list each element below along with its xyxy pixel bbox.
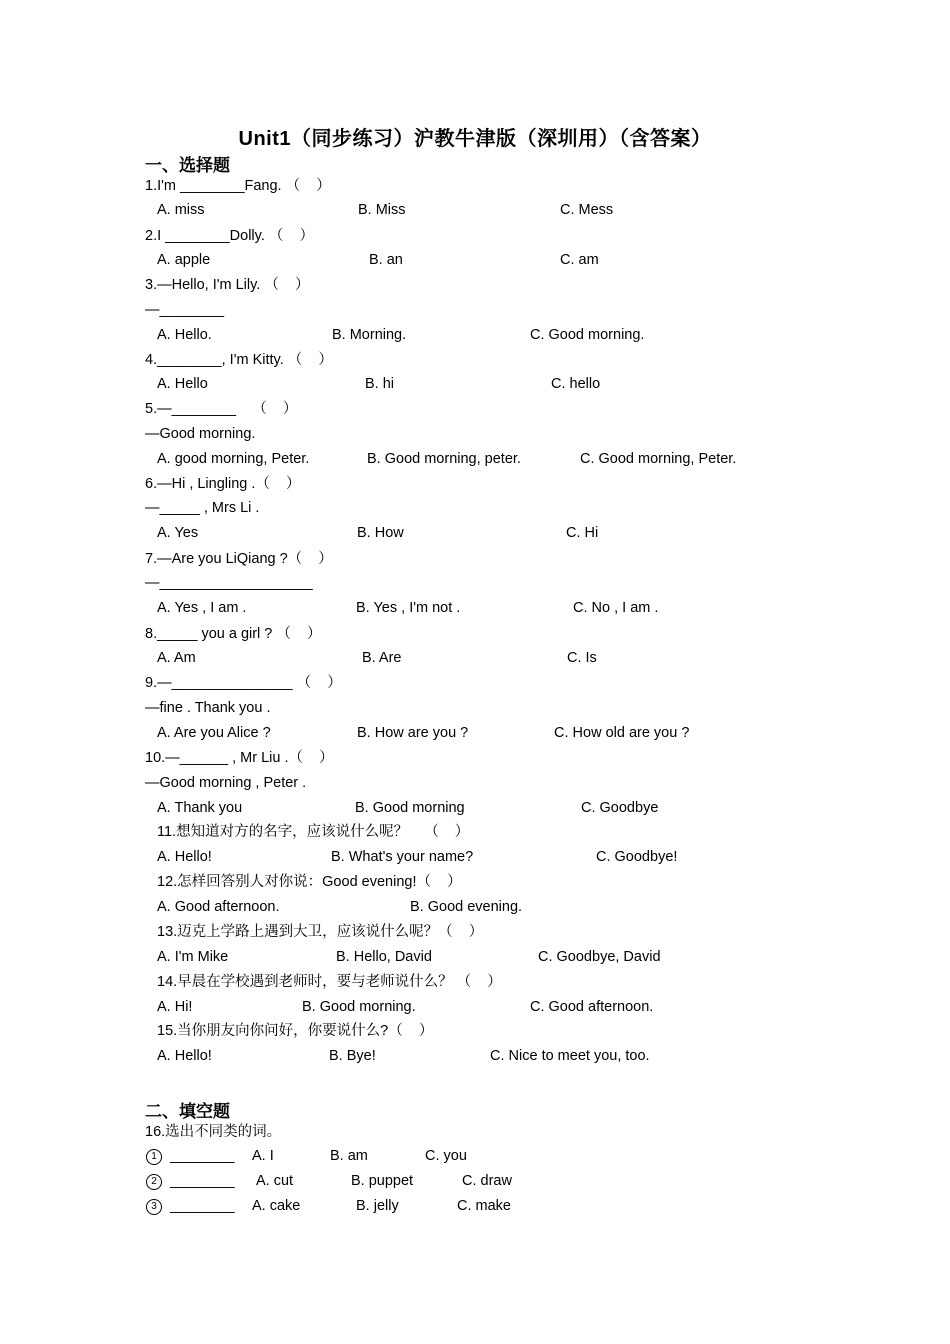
- question-16-item-1-blank: ________: [170, 1148, 235, 1164]
- question-16-item-1-option-c: C. you: [425, 1148, 467, 1164]
- question-8-option-a: A. Am: [157, 650, 196, 666]
- question-10-option-a: A. Thank you: [157, 800, 243, 816]
- question-16-item-3-option-b: B. jelly: [356, 1198, 399, 1214]
- question-3-option-a: A. Hello.: [157, 327, 212, 343]
- question-16-item-2-option-c: C. draw: [462, 1173, 512, 1189]
- question-6-option-b: B. How: [357, 525, 404, 541]
- question-10-option-b: B. Good morning: [355, 800, 465, 816]
- circled-number: 1: [146, 1149, 162, 1165]
- question-5-stem: 5.—________ （ ）: [145, 401, 298, 417]
- question-14-option-a: A. Hi!: [157, 999, 193, 1015]
- question-8-stem: 8._____ you a girl ? （ ）: [145, 626, 322, 642]
- question-3-stem: 3.—Hello, I'm Lily. （ ）: [145, 277, 310, 293]
- question-12-option-b: B. Good evening.: [410, 899, 523, 915]
- question-9-option-c: C. How old are you ?: [554, 725, 690, 741]
- question-7-stem: 7.—Are you LiQiang ?（ ）: [145, 551, 333, 567]
- question-5-option-b: B. Good morning, peter.: [367, 451, 521, 467]
- question-16-item-2-blank: ________: [170, 1173, 235, 1189]
- question-10-response: —Good morning , Peter .: [145, 775, 307, 791]
- question-15-option-a: A. Hello!: [157, 1048, 212, 1064]
- question-11-option-b: B. What's your name?: [331, 849, 474, 865]
- question-16-item-2-number: [146, 1171, 162, 1191]
- question-6-stem: 6.—Hi , Lingling .（ ）: [145, 476, 301, 492]
- question-4-option-b: B. hi: [365, 376, 395, 392]
- question-11-stem: 11.想知道对方的名字，应该说什么呢？ （ ）: [157, 824, 470, 840]
- question-5-option-a: A. good morning, Peter.: [157, 451, 310, 467]
- question-9-response: —fine . Thank you .: [145, 700, 271, 716]
- question-3-option-c: C. Good morning.: [530, 327, 645, 343]
- question-3-option-b: B. Morning.: [332, 327, 407, 343]
- question-5-option-c: C. Good morning, Peter.: [580, 451, 737, 467]
- question-16-item-1-number: [146, 1146, 162, 1166]
- circled-number: 3: [146, 1199, 162, 1215]
- question-16-stem: 16.选出不同类的词。: [145, 1124, 282, 1140]
- question-4-option-c: C. hello: [551, 376, 601, 392]
- section-heading-fill: 二、填空题: [145, 1102, 230, 1121]
- question-8-option-b: B. Are: [362, 650, 402, 666]
- question-15-option-c: C. Nice to meet you, too.: [490, 1048, 650, 1064]
- question-9-stem: 9.—_______________ （ ）: [145, 675, 342, 691]
- question-10-option-c: C. Goodbye: [581, 800, 659, 816]
- question-3-response: —________: [145, 302, 225, 318]
- circled-number: 2: [146, 1174, 162, 1190]
- question-14-option-c: C. Good afternoon.: [530, 999, 654, 1015]
- question-16-item-3-number: [146, 1196, 162, 1216]
- question-12-stem: 12.怎样回答别人对你说：Good evening!（ ）: [157, 874, 462, 890]
- question-1-stem: 1.I'm ________Fang. （ ）: [145, 178, 331, 194]
- question-9-option-a: A. Are you Alice ?: [157, 725, 271, 741]
- question-5-response: —Good morning.: [145, 426, 256, 442]
- question-1-option-b: B. Miss: [358, 202, 406, 218]
- question-16-item-3-blank: ________: [170, 1198, 235, 1214]
- question-14-stem: 14.早晨在学校遇到老师时，要与老师说什么？ （ ）: [157, 974, 502, 990]
- question-10-stem: 10.—______ , Mr Liu .（ ）: [145, 750, 334, 766]
- question-16-item-2-option-b: B. puppet: [351, 1173, 414, 1189]
- question-16-item-1-option-a: A. I: [252, 1148, 274, 1164]
- question-12-option-a: A. Good afternoon.: [157, 899, 280, 915]
- question-6-option-c: C. Hi: [566, 525, 599, 541]
- question-15-stem: 15.当你朋友向你问好，你要说什么?（ ）: [157, 1023, 434, 1039]
- question-11-option-c: C. Goodbye!: [596, 849, 678, 865]
- question-2-stem: 2.I ________Dolly. （ ）: [145, 228, 314, 244]
- question-2-option-b: B. an: [369, 252, 403, 268]
- question-14-option-b: B. Good morning.: [302, 999, 416, 1015]
- document-title: Unit1（同步练习）沪教牛津版（深圳用）（含答案）: [238, 128, 712, 150]
- question-13-stem: 13.迈克上学路上遇到大卫，应该说什么呢？（ ）: [157, 924, 484, 940]
- question-2-option-a: A. apple: [157, 252, 211, 268]
- question-9-option-b: B. How are you ?: [357, 725, 469, 741]
- question-1-option-a: A. miss: [157, 202, 205, 218]
- question-13-option-a: A. I'm Mike: [157, 949, 229, 965]
- question-16-item-3-option-a: A. cake: [252, 1198, 301, 1214]
- question-7-option-b: B. Yes , I'm not .: [356, 600, 461, 616]
- question-2-option-c: C. am: [560, 252, 599, 268]
- question-4-option-a: A. Hello: [157, 376, 208, 392]
- question-7-option-c: C. No , I am .: [573, 600, 659, 616]
- question-11-option-a: A. Hello!: [157, 849, 212, 865]
- question-4-stem: 4.________, I'm Kitty. （ ）: [145, 352, 333, 368]
- question-13-option-b: B. Hello, David: [336, 949, 432, 965]
- question-6-option-a: A. Yes: [157, 525, 199, 541]
- question-1-option-c: C. Mess: [560, 202, 614, 218]
- question-16-item-3-option-c: C. make: [457, 1198, 511, 1214]
- question-7-option-a: A. Yes , I am .: [157, 600, 247, 616]
- question-16-item-2-option-a: A. cut: [256, 1173, 294, 1189]
- section-heading-choice: 一、选择题: [145, 156, 230, 175]
- question-8-option-c: C. Is: [567, 650, 597, 666]
- question-7-response: —___________________: [145, 575, 313, 591]
- question-16-item-1-option-b: B. am: [330, 1148, 368, 1164]
- question-15-option-b: B. Bye!: [329, 1048, 376, 1064]
- question-6-response: —_____ , Mrs Li .: [145, 500, 260, 516]
- question-13-option-c: C. Goodbye, David: [538, 949, 661, 965]
